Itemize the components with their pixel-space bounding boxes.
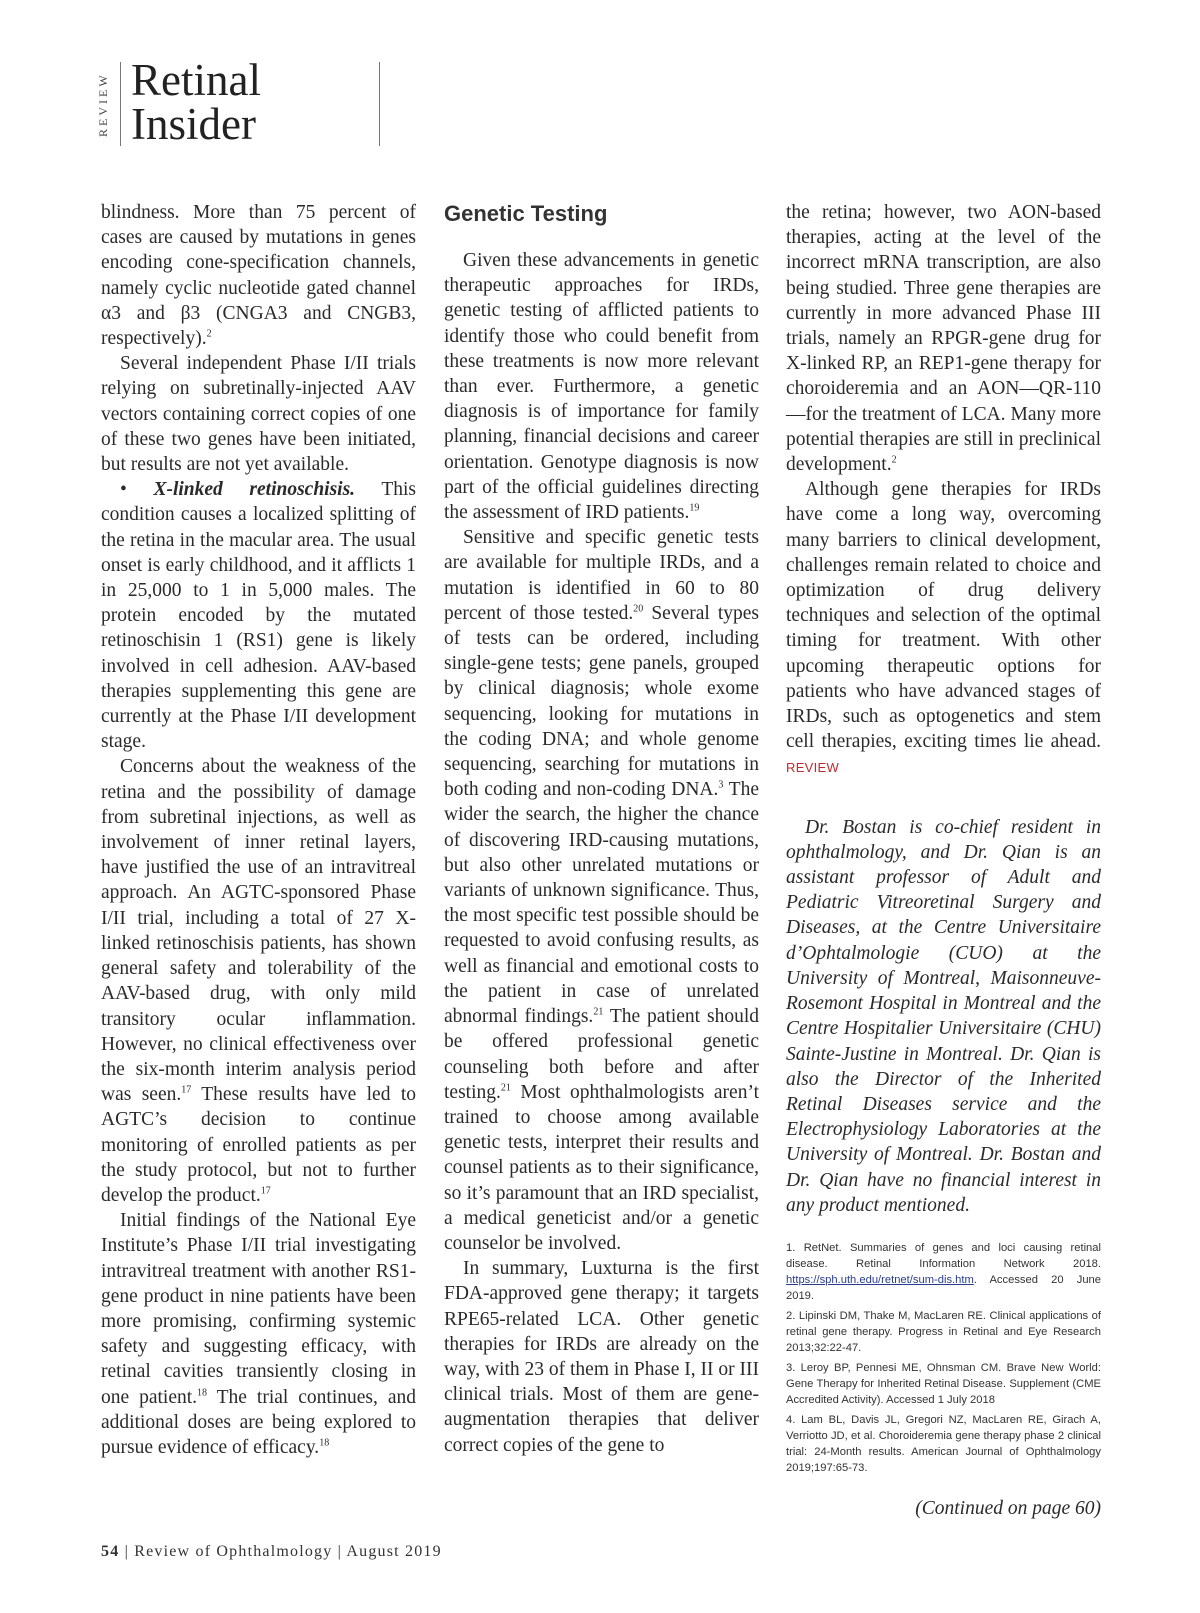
reference-marker: 19	[689, 502, 700, 514]
page-number: 54	[101, 1543, 120, 1560]
department-title-line2: Insider	[131, 99, 256, 149]
reference-marker: 21	[500, 1082, 511, 1094]
reference-marker: 20	[633, 603, 644, 615]
paragraph: • X-linked retinoschisis. This condition causes a localized splitting of the retina in the macular area. The usual onset is early childhood, and it afflicts 1 in 25,000 to 1 in 5,000 males. The protein encoded by the mutated retinoschisin 1 (RS1) gene is likely involved in cell adhesion. AAV-based therapies supplementing this gene are currently at the Phase I/II development stage.	[101, 479, 416, 753]
reference-marker: 2	[891, 454, 897, 466]
reference-item: 3. Leroy BP, Pennesi ME, Ohnsman CM. Brave New World: Gene Therapy for Inherited Retinal Disease. Supplement (CME Accredited Activity). Accessed 1 July 2018	[786, 1361, 1101, 1406]
reference-marker: 17	[260, 1185, 271, 1197]
end-mark: REVIEW	[786, 760, 840, 776]
section-label: REVIEW	[96, 72, 110, 138]
author-bio-text: Dr. Bostan is co-chief resident in ophthalmology, and Dr. Qian is an assistant professor of Adult and Pediatric Vitreoretinal Surgery and Diseases, at the Centre Universitaire d’Ophtalmologie (CUO) at the University of Montreal, Maisonneuve-Rosemont Hospital in Montreal and the Centre Hospitalier Universitaire (CHU) Sainte-Justine in Montreal. Dr. Qian is also the Director of the Inherited Retinal Diseases service and the Electrophysiology Laboratories at the University of Montreal. Dr. Bostan and Dr. Qian have no financial interest in any product mentioned.	[786, 816, 1101, 1216]
paragraph: the retina; however, two AON-based therapies, acting at the level of the incorrect mRNA transcription, are also being studied. Three gene therapies are currently in more advanced Phase III trials, namely an RPGR-gene drug for X-linked RP, an REP1-gene therapy for choroideremia and an AON—QR-110—for the treatment of LCA. Many more potential therapies are still in preclinical development.$^2$	[786, 202, 1101, 476]
references	[786, 1240, 1101, 1476]
article-column-1	[101, 200, 416, 1460]
author-bio	[786, 815, 1101, 1218]
section-heading: Genetic Testing	[444, 201, 608, 226]
reference-link[interactable]: https://sph.uth.edu/retnet/sum-dis.htm	[786, 1273, 974, 1286]
issue-date: August 2019	[346, 1543, 442, 1560]
paragraph: Given these advancements in genetic therapeutic approaches for IRDs, genetic testing of afflicted patients to identify those who could benefit from these treatments is now more relevant than ever. Furthermore, a genetic diagnosis is of importance for family planning, financial decisions and career orientation. Genotype diagnosis is now part of the official guidelines directing the assessment of IRD patients.$^{19}$	[444, 250, 759, 524]
department-title-line1: Retinal	[131, 55, 261, 105]
paragraph: Initial findings of the National Eye Institute’s Phase I/II trial investigating intravitreal treatment with another RS1-gene product in nine patients have been more promising, confirming systemic safety and suggesting efficacy, with retinal cavities transiently closing in one patient.$^{18}$ The trial continues, and additional doses are being explored to pursue evidence of efficacy.$^{18}$	[101, 1210, 416, 1458]
continued-note: (Continued on page 60)	[915, 1497, 1101, 1519]
reference-marker: 18	[197, 1387, 208, 1399]
reference-item: 4. Lam BL, Davis JL, Gregori NZ, MacLaren RE, Girach A, Verriotto JD, et al. Choroideremia gene therapy phase 2 clinical trial: 24-Month results. American Journal of Ophthalmology 2019;197:65-73.	[786, 1413, 1101, 1474]
reference-marker: 18	[319, 1437, 330, 1449]
department-title	[131, 55, 261, 149]
reference-marker: 3	[718, 779, 724, 791]
paragraph: blindness. More than 75 percent of cases are caused by mutations in genes encoding cone-specification channels, namely cyclic nucleotide gated channel α3 and β3 (CNGA3 and CNGB3, respectively).$^2$	[101, 202, 416, 350]
page-footer: 54 | Review of Ophthalmology | August 2019	[101, 1543, 442, 1560]
reference-item: 1. RetNet. Summaries of genes and loci causing retinal disease. Retinal Information Network 2018. https://sph.uth.edu/retnet/sum-dis.htm. Accessed 20 June 2019.	[786, 1241, 1101, 1302]
paragraph: Several independent Phase I/II trials relying on subretinally-injected AAV vectors containing correct copies of one of these two genes have been initiated, but results are not yet available.	[101, 353, 416, 476]
subheading-x-linked-retinoschisis: X-linked retinoschisis.	[153, 479, 356, 501]
article-column-3	[786, 200, 1101, 1521]
paragraph: Although gene therapies for IRDs have come a long way, overcoming many barriers to clinical development, challenges remain related to choice and optimization of drug delivery techniques and selection of the optimal timing for treatment. With other upcoming therapeutic options for patients who have advanced stages of IRDs, such as optogenetics and stem cell therapies, exciting times lie ahead. REVIEW	[786, 479, 1101, 776]
paragraph: Concerns about the weakness of the retina and the possibility of damage from subretinal injections, as well as involvement of inner retinal layers, have justified the use of an intravitreal approach. An AGTC-sponsored Phase I/II trial, including a total of 27 X-linked retinoschisis patients, has shown general safety and tolerability of the AAV-based drug, with only mild transitory ocular inflammation. However, no clinical effectiveness over the six-month interim analysis period was seen.$^{17}$ These results have led to AGTC’s decision to continue monitoring of enrolled patients as per the study protocol, but not to further develop the product.$^{17}$	[101, 756, 417, 1206]
paragraph: Sensitive and specific genetic tests are available for multiple IRDs, and a mutation is identified in 60 to 80 percent of those tested.$^{20}$ Several types of tests can be ordered, including single-gene tests; gene panels, grouped by clinical diagnosis; whole exome sequencing, looking for mutations in the coding DNA; and whole genome sequencing, searching for mutations in both coding and non-coding DNA.$^3$ The wider the search, the higher the chance of discovering IRD-causing mutations, but also other unrelated mutations or variants of unknown significance. Thus, the most specific test possible should be requested to avoid confusing results, as well as financial and emotional costs to the patient in case of unrelated abnormal findings.$^{21}$ The patient should be offered professional genetic counseling both before and after testing.$^{21}$ Most ophthalmologists aren’t trained to choose among available genetic tests, interpret their results and counsel patients as to their significance, so it’s paramount that an IRD specialist, a medical geneticist and/or a genetic counselor be involved.	[444, 527, 760, 1254]
header-divider-right	[379, 62, 380, 146]
article-column-2	[444, 200, 759, 1458]
header-divider-left	[120, 62, 121, 146]
paragraph: In summary, Luxturna is the first FDA-approved gene therapy; it targets RPE65-related LCA. Other genetic therapies for IRDs are already on the way, with 23 of them in Phase I, II or III clinical trials. Most of them are gene-augmentation therapies that deliver correct copies of the gene to	[444, 1258, 759, 1456]
reference-marker: 21	[593, 1006, 604, 1018]
reference-marker: 17	[181, 1084, 192, 1096]
reference-item: 2. Lipinski DM, Thake M, MacLaren RE. Clinical applications of retinal gene therapy. Progress in Retinal and Eye Research 2013;32:22-47.	[786, 1309, 1101, 1354]
publication-name: Review of Ophthalmology	[134, 1543, 333, 1560]
reference-marker: 2	[206, 328, 212, 340]
